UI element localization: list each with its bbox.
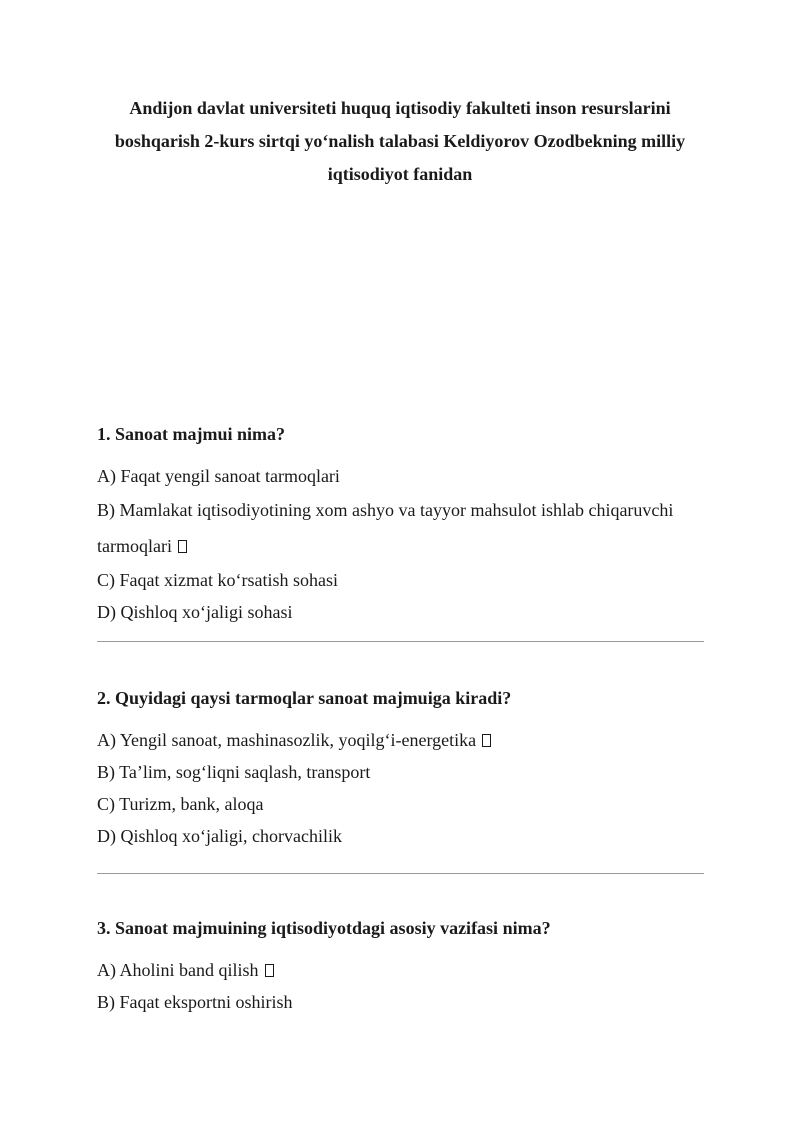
question-3 <box>97 916 707 1018</box>
answer-option: C) Turizm, bank, aloqa <box>97 794 264 814</box>
answer-option: B) Ta’lim, sog‘liqni saqlash, transport <box>97 762 371 782</box>
missing-glyph-icon <box>482 734 491 747</box>
divider <box>97 873 704 874</box>
title-line: iqtisodiyot fanidan <box>327 164 473 184</box>
missing-glyph-icon <box>178 540 187 553</box>
answer-option: C) Faqat xizmat ko‘rsatish sohasi <box>97 570 338 590</box>
answer-option: A) Aholini band qilish <box>97 954 707 986</box>
divider <box>97 641 704 642</box>
title-line: boshqarish 2-kurs sirtqi yo‘nalish talabasi Keldiyorov Ozodbekning milliy <box>114 131 686 151</box>
answer-option: D) Qishloq xo‘jaligi sohasi <box>97 602 293 622</box>
missing-glyph-icon <box>265 964 274 977</box>
answer-option: D) Qishloq xo‘jaligi, chorvachilik <box>97 826 342 846</box>
question-title: 2. Quyidagi qaysi tarmoqlar sanoat majmuiga kiradi? <box>97 688 512 708</box>
answer-option: A) Yengil sanoat, mashinasozlik, yoqilg‘i-energetika <box>97 724 707 756</box>
title-line: Andijon davlat universiteti huquq iqtisodiy fakulteti inson resurslarini <box>129 98 671 118</box>
question-title: 3. Sanoat majmuining iqtisodiyotdagi asosiy vazifasi nima? <box>97 918 551 938</box>
answer-option-continued: tarmoqlari <box>97 528 707 564</box>
question-title: 1. Sanoat majmui nima? <box>97 424 286 444</box>
document-title <box>90 92 710 191</box>
question-1 <box>97 422 707 628</box>
answer-option: B) Mamlakat iqtisodiyotining xom ashyo va tayyor mahsulot ishlab chiqaruvchi <box>97 500 674 520</box>
answer-option: A) Faqat yengil sanoat tarmoqlari <box>97 466 340 486</box>
answer-option: B) Faqat eksportni oshirish <box>97 992 293 1012</box>
question-2 <box>97 686 707 852</box>
